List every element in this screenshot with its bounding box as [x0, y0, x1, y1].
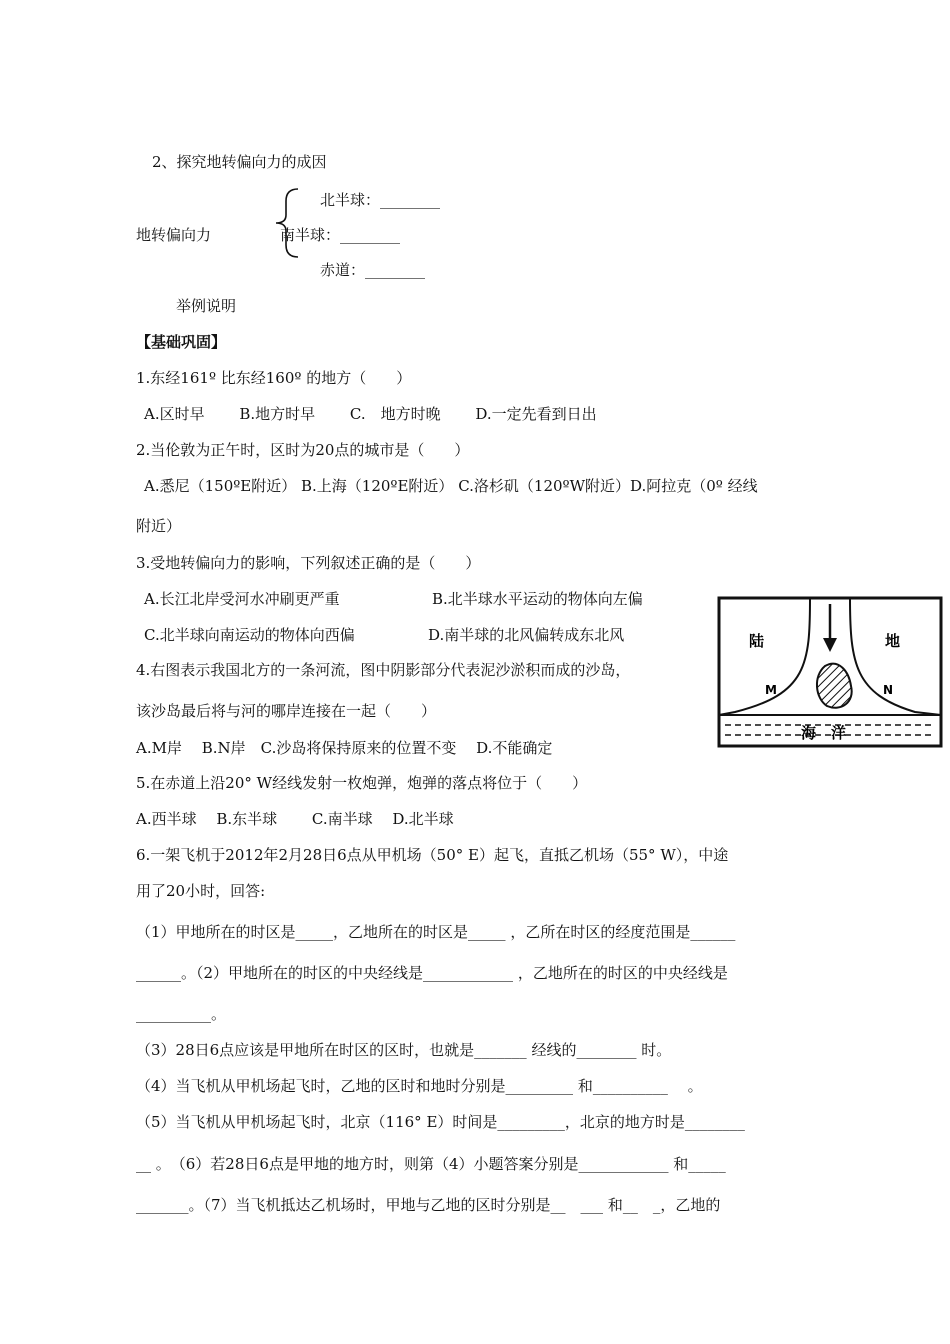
land-left-label: 陆 — [749, 632, 765, 650]
q6-line-3: __________。 — [136, 1005, 227, 1023]
q6-line-2: ______。（2）甲地所在的时区的中央经线是____________ ，乙地所在的时区的中央经线是 — [136, 964, 728, 982]
q1-options: A.区时早 B.地方时早 C. 地方时晚 D.一定先看到日出 — [144, 405, 597, 423]
q6-line-8: _______。（7）当飞机抵达乙机场时，甲地与乙地的区时分别是__ ___ 和__ _，乙地的 — [136, 1196, 721, 1214]
concept-label: 地转偏向力 — [136, 226, 212, 244]
q5-stem: 5.在赤道上沿20° W经线发射一枚炮弹，炮弹的落点将位于（ ） — [136, 774, 588, 792]
q6-line-7: __ 。 （6）若28日6点是甲地的地方时，则第（4）小题答案分别是____________ 和_____ — [136, 1155, 726, 1173]
q3-option-d: D.南半球的北风偏转成东北风 — [428, 626, 625, 644]
q6-line-5: （4）当飞机从甲机场起飞时，乙地的区时和地时分别是_________ 和__________ 。 — [136, 1077, 703, 1095]
q6-line-4: （3）28日6点应该是甲地所在时区的区时，也就是_______ 经线的________ 时。 — [136, 1041, 672, 1059]
north-hemisphere-line: 北半球：________ — [320, 191, 441, 209]
q3-option-b: B.北半球水平运动的物体向左偏 — [432, 590, 643, 608]
equator-line: 赤道：________ — [320, 261, 426, 279]
section-heading: 【基础巩固】 — [136, 333, 227, 351]
land-right-label: 地 — [885, 632, 901, 650]
river-figure — [715, 594, 945, 758]
q4-stem: 4.右图表示我国北方的一条河流，图中阴影部分代表泥沙淤积而成的沙岛， — [136, 661, 631, 679]
q3-stem: 3.受地转偏向力的影响，下列叙述正确的是（ ） — [136, 554, 481, 572]
section-title: 2、探究地转偏向力的成因 — [152, 153, 327, 171]
bank-m-label: M — [765, 683, 777, 697]
river-diagram — [715, 594, 945, 754]
q4-options: A.M岸 B.N岸 C.沙岛将保持原来的位置不变 D.不能确定 — [136, 739, 553, 757]
q2-options-cont: 附近） — [136, 517, 182, 535]
q2-options: A.悉尼（150ºE附近） B.上海（120ºE附近） C.洛杉矶（120ºW附近）D.阿拉克（0º 经线 — [144, 477, 758, 495]
q3-option-c: C.北半球向南运动的物体向西偏 — [144, 626, 355, 644]
bank-n-label: N — [883, 683, 894, 697]
q6-line-1: （1）甲地所在的时区是_____，乙地所在的时区是_____ ，乙所在时区的经度范围是______ — [136, 923, 736, 941]
q5-options: A.西半球 B.东半球 C.南半球 D.北半球 — [136, 810, 454, 828]
q6-stem-cont: 用了20小时，回答: — [136, 882, 266, 900]
q6-stem: 6.一架飞机于2012年2月28日6点从甲机场（50° E）起飞，直抵乙机场（55° W），中途 — [136, 846, 729, 864]
q4-stem-cont: 该沙岛最后将与河的哪岸连接在一起（ ） — [136, 702, 437, 720]
sea-label: 海 洋 — [801, 724, 847, 742]
example-label: 举例说明 — [176, 297, 237, 315]
south-hemisphere-line: 南半球：________ — [280, 226, 401, 244]
q2-stem: 2.当伦敦为正午时，区时为20点的城市是（ ） — [136, 441, 470, 459]
q1-stem: 1.东经161º 比东经160º 的地方（ ） — [136, 369, 412, 387]
q6-line-6: （5）当飞机从甲机场起飞时，北京（116° E）时间是_________，北京的地方时是________ — [136, 1113, 745, 1131]
q3-option-a: A.长江北岸受河水冲刷更严重 — [144, 590, 340, 608]
